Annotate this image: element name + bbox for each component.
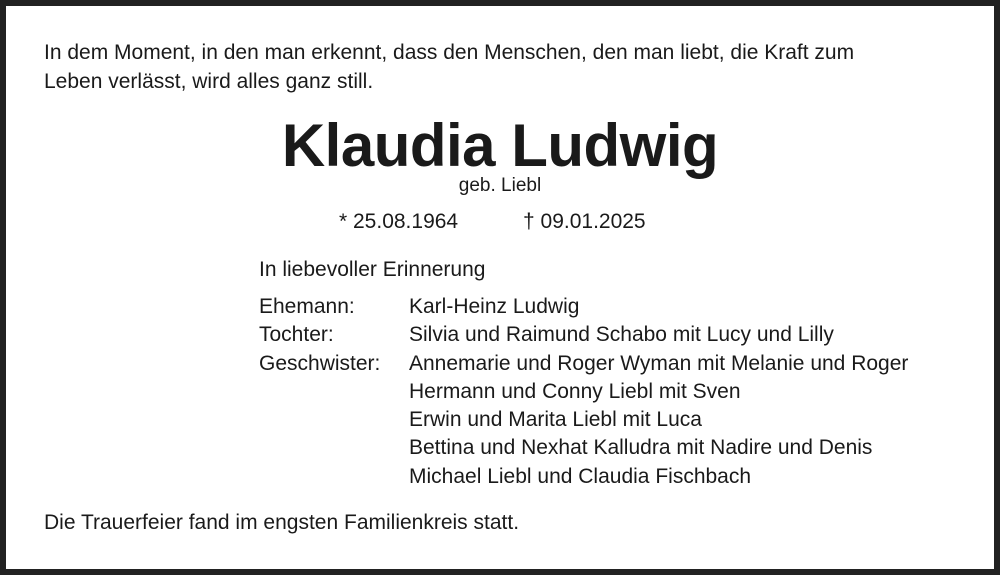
family-row-daughter [259,321,908,349]
family-names [409,321,834,349]
family-row-siblings [259,350,908,491]
family-role: Ehemann: [259,295,355,318]
family-names [409,350,908,491]
quote-line: Leben verlässt, wird alles ganz still. [44,70,374,93]
family-member: Karl-Heinz Ludwig [409,295,580,318]
family-member: Hermann und Conny Liebl mit Sven [409,379,741,403]
funeral-note: Die Trauerfeier fand im engsten Familienkreis statt. [44,511,520,534]
opening-quote [44,38,964,96]
birth-name: geb. Liebl [458,175,542,196]
family-member: Bettina und Nexhat Kalludra mit Nadire und Denis [409,436,873,460]
family-role: Tochter: [259,323,334,347]
family-role: Geschwister: [259,351,381,375]
family-member: Michael Liebl und Claudia Fischbach [409,464,752,488]
family-member: Erwin und Marita Liebl mit Luca [409,408,702,432]
birth-date: * 25.08.1964 [339,210,459,233]
family-row-husband [259,293,908,321]
family-list [259,293,908,491]
quote-line: In dem Moment, in den man erkennt, dass den Menschen, den man liebt, die Kraft zum [44,41,855,64]
family-names [409,293,579,321]
family-member: Silvia und Raimund Schabo mit Lucy und Lilly [409,323,834,347]
remembrance-line: In liebevoller Erinnerung [259,258,486,281]
deceased-name: Klaudia Ludwig [281,112,719,179]
death-date: † 09.01.2025 [523,210,646,233]
family-member: Annemarie und Roger Wyman mit Melanie und Roger [409,351,909,375]
